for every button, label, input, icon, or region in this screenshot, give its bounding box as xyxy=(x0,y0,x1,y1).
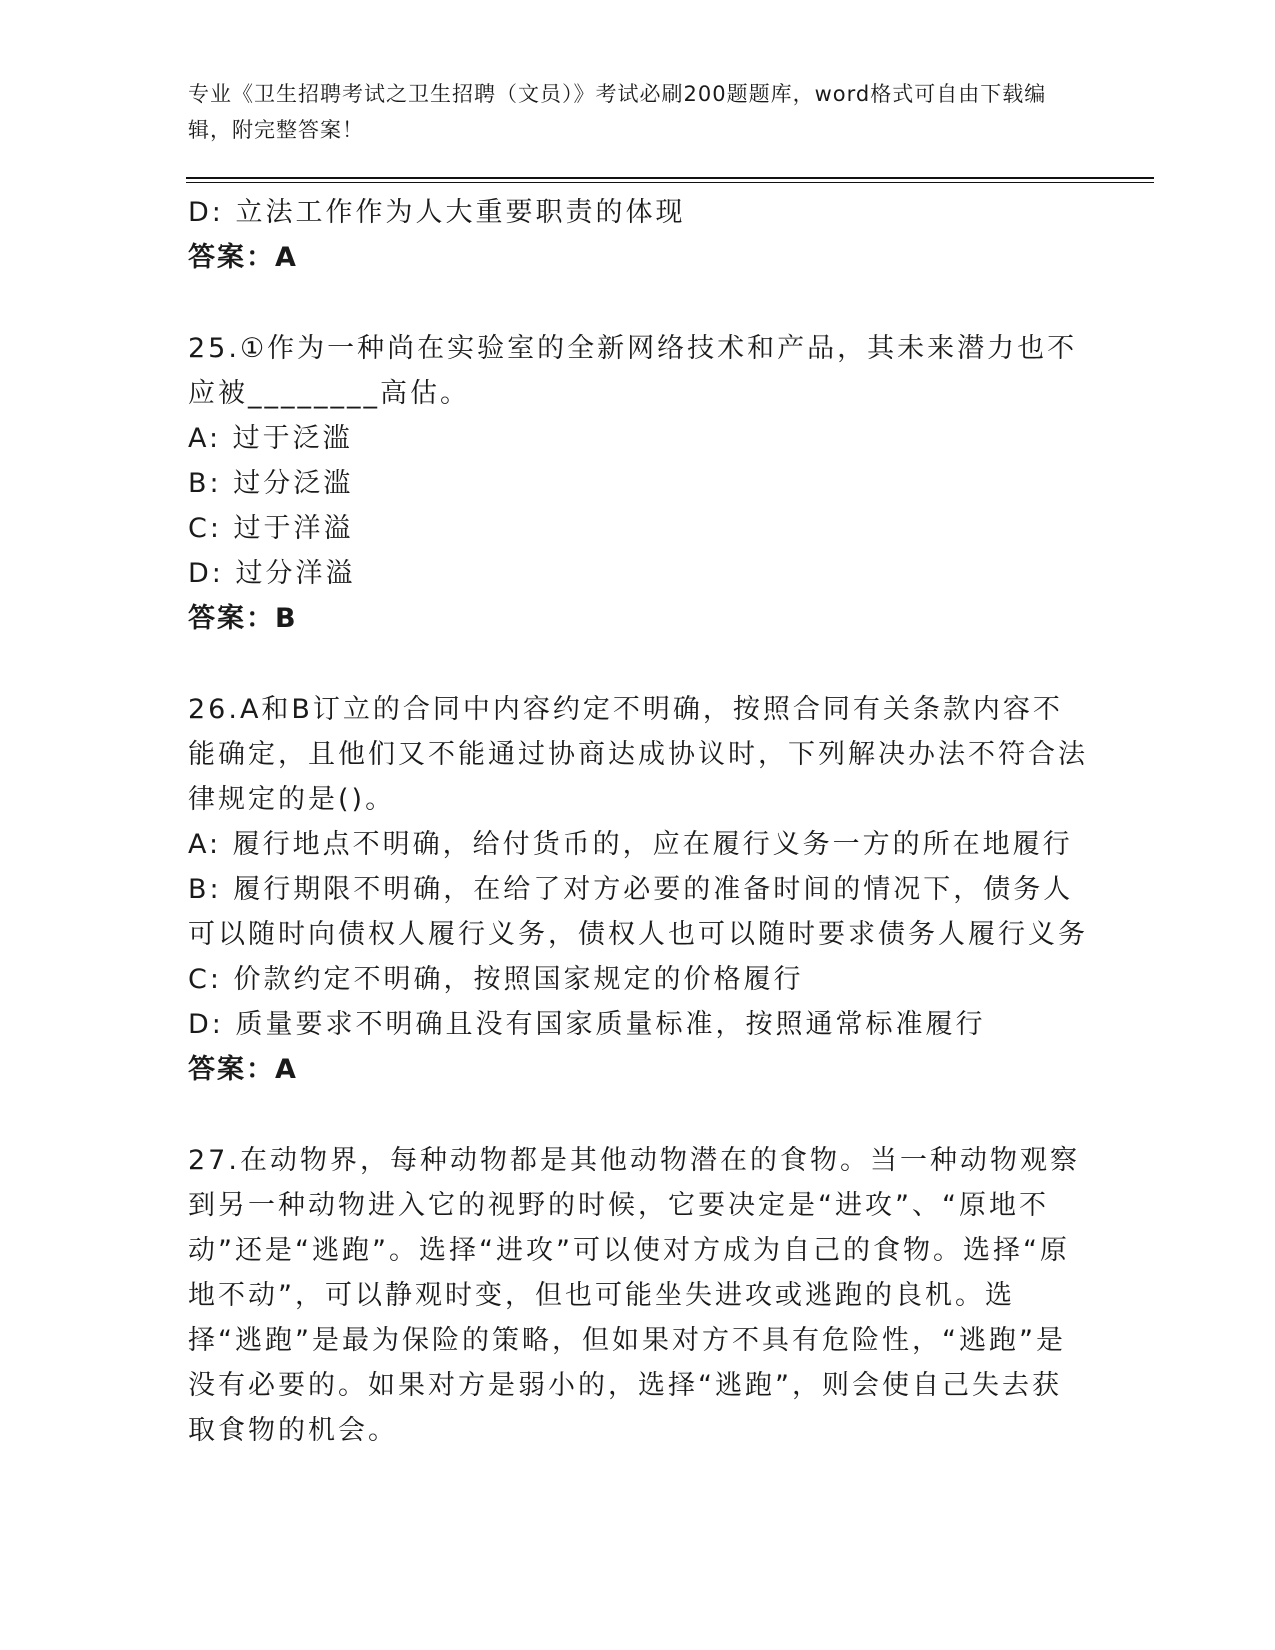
option-d: D: 质量要求不明确且没有国家质量标准，按照通常标准履行 xyxy=(188,1009,986,1040)
question-stem: 26.A和B订立的合同中内容约定不明确，按照合同有关条款内容不能确定，且他们又不能通过协商达成协议时，下列解决办法不符合法律规定的是()。 xyxy=(188,694,1088,815)
header-divider-thick xyxy=(186,177,1154,179)
answer: 答案：A xyxy=(188,242,298,273)
question-stem: 27.在动物界，每种动物都是其他动物潜在的食物。当一种动物观察到另一种动物进入它的视野的时候，它要决定是“进攻”、“原地不动”还是“逃跑”。选择“进攻”可以使对方成为自己的食物。选择“原地不动”，可以静观时变，但也可能坐失进攻或逃跑的良机。选择“逃跑”是最为保险的策略，但如果对方不具有危险性，“逃跑”是没有必要的。如果对方是弱小的，选择“逃跑”，则会使自己失去获取食物的机会。 xyxy=(188,1145,1080,1446)
option-c: C: 价款约定不明确，按照国家规定的价格履行 xyxy=(188,964,804,995)
answer: 答案：A xyxy=(188,1054,298,1085)
question-stem: 25.①作为一种尚在实验室的全新网络技术和产品，其未来潜力也不应被________高估。 xyxy=(188,333,1078,409)
option-d: D: 过分洋溢 xyxy=(188,558,356,589)
option-a: A: 履行地点不明确，给付货币的，应在履行义务一方的所在地履行 xyxy=(188,829,1073,860)
answer: 答案：B xyxy=(188,603,298,634)
option-a: A: 过于泛滥 xyxy=(188,423,353,454)
option-c: C: 过于洋溢 xyxy=(188,513,354,544)
question-26 xyxy=(188,687,1088,1092)
option-b: B: 过分泛滥 xyxy=(188,468,354,499)
header-divider-thin xyxy=(186,182,1154,183)
option-d: D: 立法工作作为人大重要职责的体现 xyxy=(188,197,686,228)
question-25 xyxy=(188,326,1088,641)
page-header: 专业《卫生招聘考试之卫生招聘（文员）》考试必刷200题题库，word格式可自由下载编辑，附完整答案！ xyxy=(188,82,1047,142)
option-b: B: 履行期限不明确，在给了对方必要的准备时间的情况下，债务人可以随时向债权人履行义务，债权人也可以随时要求债务人履行义务 xyxy=(188,874,1088,950)
question-27 xyxy=(188,1138,1088,1453)
document-body xyxy=(188,190,1088,1453)
question-24-tail xyxy=(188,190,1088,280)
